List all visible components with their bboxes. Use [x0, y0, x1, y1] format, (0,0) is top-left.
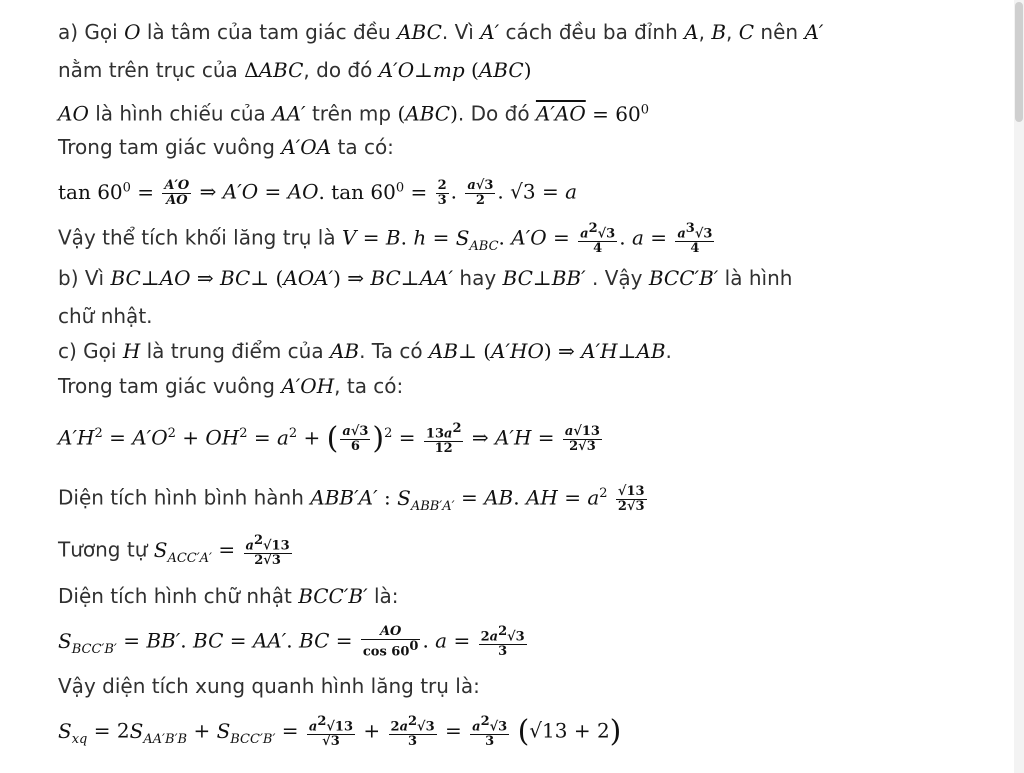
- line-7: b) Vì BC⊥AO ⇒ BC⊥ (AOA′) ⇒ BC⊥AA′ hay BC⊥BB′ . Vậy BCC′B′ là hình: [58, 266, 793, 290]
- scrollbar-thumb[interactable]: [1015, 2, 1023, 122]
- line-11: $A'H^2 = A'O^2 + OH^2 = a^2$ + ( $\frac{a√3}{6}$ )$^2$ = $\frac{13a^2}{12}$ ⇒ A′H = $\frac{a√13}{2√3}$: [58, 420, 600, 457]
- line-4: Trong tam giác vuông A′OA ta có:: [58, 135, 394, 159]
- line-10: Trong tam giác vuông A′OH, ta có:: [58, 374, 404, 398]
- scrollbar[interactable]: [1014, 0, 1024, 773]
- line-2: nằm trên trục của ΔABC, do đó A′O⊥mp (ABC): [58, 58, 532, 82]
- line-14: Diện tích hình chữ nhật BCC′B′ là:: [58, 584, 399, 608]
- line-1: a) Gọi O là tâm của tam giác đều ABC. Vì A′ cách đều ba đỉnh A, B, C nên A′: [58, 20, 824, 44]
- line-5: $\tan 60^0$ = $\frac{A'O}{AO}$ ⇒ A′O = AO. $\tan 60^0$ = $\frac{2}{3}$ . $\frac{a√3}{2}$ . √3 = a: [58, 177, 578, 208]
- line-3: AO là hình chiếu của AA′ trên mp (ABC). Do đó $A'AO = 60^0$: [58, 101, 649, 126]
- line-12: Diện tích hình bình hành ABB′A′ : $S_{ABB'A'}$ = AB. AH = $a^2$ $\frac{√13}{2√3}$: [58, 483, 645, 514]
- line-8: chữ nhật.: [58, 304, 153, 328]
- line-17: $S_{xq} = 2S_{AA'B'B} + S_{BCC'B'}$ = $\frac{a^2√13}{√3}$ + $\frac{2a^2√3}{3}$ = $\frac{a^2√3}{3}$ (√13 + 2): [58, 714, 622, 750]
- line-13: Tương tự $S_{ACC'A'}$ = $\frac{a^2√13}{2√3}$: [58, 533, 290, 569]
- line-16: Vậy diện tích xung quanh hình lăng trụ là:: [58, 674, 480, 698]
- line-6: Vậy thể tích khối lăng trụ là V = B. $h = S_{ABC}$. A′O = $\frac{a^2√3}{4}$ . a = $\frac{a^3√3}{4}$: [58, 221, 713, 257]
- line-9: c) Gọi H là trung điểm của AB. Ta có AB⊥ (A′HO) ⇒ A′H⊥AB.: [58, 339, 672, 363]
- line-15: $S_{BCC'B'} = BB'$. BC = AA′. BC = $\frac{AO}{\cos 60^0}$ . a = $\frac{2a^2√3}{3}$: [58, 624, 525, 660]
